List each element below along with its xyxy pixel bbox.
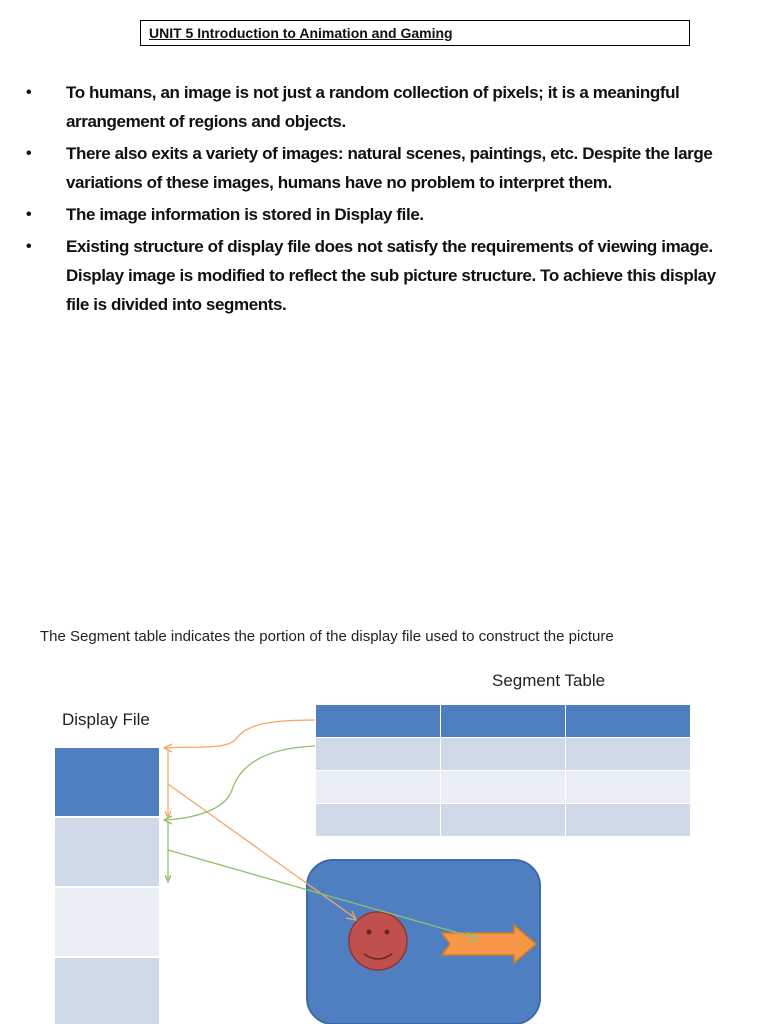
table-cell [566, 705, 691, 738]
table-cell [441, 771, 566, 804]
bullet-text: Existing structure of display file does not satisfy the requirements of viewing image. Display image is modified to reflect the sub picture structure. To achieve this display file is divided into segments. [66, 237, 716, 314]
table-cell [316, 771, 441, 804]
table-cell [316, 738, 441, 771]
table-cell [441, 705, 566, 738]
segment-table-label: Segment Table [492, 671, 606, 690]
header-box [140, 20, 690, 46]
table-cell [441, 738, 566, 771]
display-file-segment [55, 748, 159, 816]
table-cell [316, 705, 441, 738]
block-arrow-icon [442, 925, 536, 963]
display-file-segment [55, 958, 159, 1024]
bullet-item [20, 232, 740, 319]
picture-box [307, 860, 540, 1024]
figure-caption: The Segment table indicates the portion of the display file used to construct the picture [40, 628, 614, 645]
table-row [316, 738, 691, 771]
bullet-icon: • [26, 238, 32, 255]
bullet-icon: • [26, 206, 32, 223]
green-connector-arrow [166, 746, 315, 820]
display-file-segment [55, 888, 159, 956]
bullet-icon: • [26, 84, 32, 101]
bullet-icon: • [26, 145, 32, 162]
bullet-text: To humans, an image is not just a random collection of pixels; it is a meaningful arrangement of regions and objects. [66, 83, 680, 131]
segment-table [315, 704, 691, 837]
bullet-text: The image information is stored in Display file. [66, 205, 424, 224]
segment-table-header-row [316, 705, 691, 738]
table-cell [316, 804, 441, 837]
table-cell [566, 771, 691, 804]
table-cell [566, 738, 691, 771]
smiley-face-icon [349, 912, 407, 970]
table-cell [441, 804, 566, 837]
table-row [316, 771, 691, 804]
bullet-item [20, 139, 740, 197]
table-cell [566, 804, 691, 837]
display-file-label: Display File [62, 710, 150, 729]
bullet-item [20, 200, 740, 229]
table-row [316, 804, 691, 837]
bullet-list [20, 78, 740, 322]
page-title: UNIT 5 Introduction to Animation and Gaming [149, 25, 453, 41]
bullet-item [20, 78, 740, 136]
display-file-segment [55, 818, 159, 886]
bullet-text: There also exits a variety of images: natural scenes, paintings, etc. Despite the large variations of these images, humans have no problem to interpret them. [66, 144, 713, 192]
orange-connector-arrow [166, 720, 315, 748]
